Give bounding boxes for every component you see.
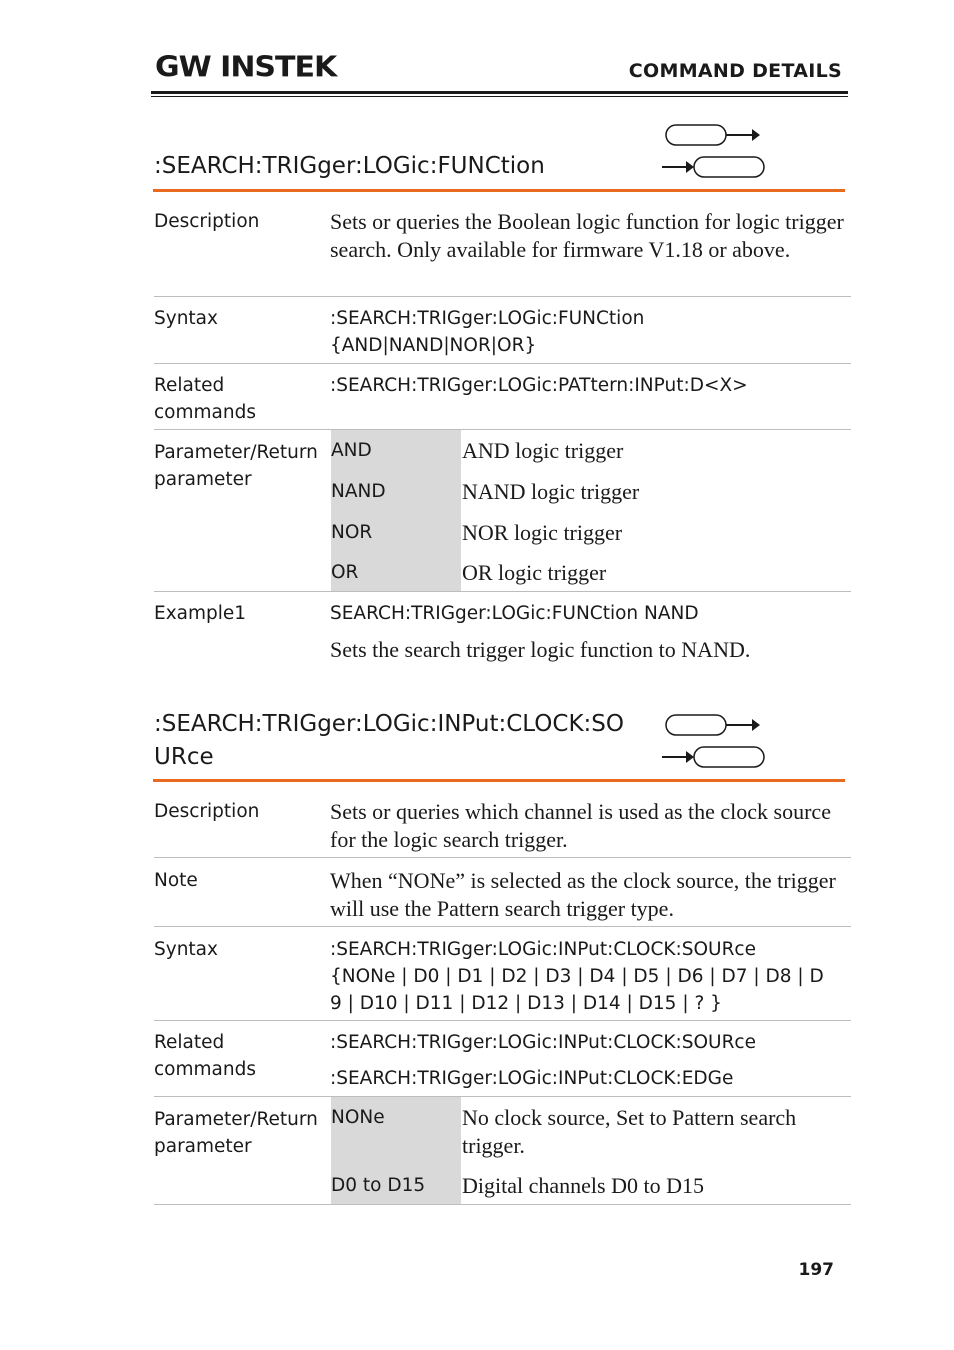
label-line: Related	[154, 375, 225, 396]
title-line: URce	[154, 744, 214, 770]
row-label: Syntax	[154, 308, 218, 329]
command-title	[154, 708, 624, 774]
row-label	[154, 372, 256, 426]
parameter-key: NAND	[331, 471, 461, 512]
parameter-key: NONe	[331, 1097, 461, 1165]
parameter-value: OR logic trigger	[462, 560, 607, 585]
label-line: parameter	[154, 1136, 252, 1157]
row-label	[154, 1106, 318, 1160]
example-description: Sets the search trigger logic function to NAND.	[330, 637, 751, 662]
label-line: commands	[154, 1059, 256, 1080]
parameter-value: NOR logic trigger	[462, 520, 623, 545]
parameter-entry	[331, 471, 851, 512]
parameter-key: OR	[331, 552, 461, 591]
set-query-icon	[660, 712, 770, 772]
parameter-entry	[331, 1165, 851, 1204]
row-label: Description	[154, 801, 260, 822]
row-label: Syntax	[154, 939, 218, 960]
header-rule	[151, 91, 848, 94]
syntax-text	[330, 936, 850, 1017]
parameter-value: Digital channels D0 to D15	[462, 1173, 704, 1198]
note-row	[154, 867, 851, 927]
parameter-row	[154, 1097, 851, 1205]
row-label	[154, 1029, 256, 1083]
syntax-line: 9 | D10 | D11 | D12 | D13 | D14 | D15 | ? }	[330, 993, 722, 1014]
syntax-row	[154, 305, 851, 364]
parameter-entry	[331, 1097, 851, 1165]
section-rule	[153, 779, 845, 782]
set-query-icon	[660, 122, 770, 182]
description-row	[154, 208, 851, 297]
label-line: commands	[154, 402, 256, 423]
parameter-entry	[331, 512, 851, 552]
example-command: SEARCH:TRIGger:LOGic:FUNCtion NAND	[330, 603, 699, 624]
label-line: Related	[154, 1032, 225, 1053]
title-line: :SEARCH:TRIGger:LOGic:INPut:CLOCK:SO	[154, 711, 624, 737]
parameter-value: No clock source, Set to Pattern search trigger.	[462, 1105, 797, 1158]
parameter-entry	[331, 552, 851, 591]
description-text: Sets or queries the Boolean logic function for logic trigger search. Only available for firmware V1.18 or above.	[330, 209, 844, 262]
row-label	[154, 439, 318, 493]
parameter-table	[331, 1097, 851, 1204]
description-text: Sets or queries which channel is used as the clock source for the logic search trigger.	[330, 799, 831, 852]
parameter-key: D0 to D15	[331, 1165, 461, 1204]
parameter-value: AND logic trigger	[462, 438, 624, 463]
label-line: Parameter/Return	[154, 442, 318, 463]
label-line: Parameter/Return	[154, 1109, 318, 1130]
parameter-key: NOR	[331, 512, 461, 552]
syntax-row	[154, 936, 851, 1021]
section-rule	[153, 189, 845, 192]
example-row	[154, 600, 851, 670]
row-label: Example1	[154, 603, 247, 624]
syntax-line: {AND|NAND|NOR|OR}	[330, 335, 537, 356]
parameter-value: NAND logic trigger	[462, 479, 640, 504]
description-row	[154, 798, 851, 858]
parameter-key: AND	[331, 430, 461, 471]
section-header: COMMAND DETAILS	[628, 60, 842, 82]
parameter-entry	[331, 430, 851, 471]
parameter-row	[154, 430, 851, 592]
related-command: :SEARCH:TRIGger:LOGic:PATtern:INPut:D<X>	[330, 375, 748, 396]
row-label: Note	[154, 870, 198, 891]
related-command: :SEARCH:TRIGger:LOGic:INPut:CLOCK:SOURce	[330, 1032, 756, 1053]
related-command: :SEARCH:TRIGger:LOGic:INPut:CLOCK:EDGe	[330, 1068, 734, 1089]
syntax-line: {NONe | D0 | D1 | D2 | D3 | D4 | D5 | D6 | D7 | D8 | D	[330, 966, 824, 987]
row-label: Description	[154, 211, 260, 232]
related-row	[154, 1029, 851, 1097]
brand-logo: GW INSTEK	[155, 50, 337, 85]
page-number: 197	[798, 1260, 834, 1280]
note-text: When “NONe” is selected as the clock source, the trigger will use the Pattern search trigger type.	[330, 868, 836, 921]
header-rule-thin	[151, 96, 848, 97]
label-line: parameter	[154, 469, 252, 490]
syntax-line: :SEARCH:TRIGger:LOGic:FUNCtion	[330, 308, 645, 329]
command-title: :SEARCH:TRIGger:LOGic:FUNCtion	[154, 153, 545, 179]
syntax-text	[330, 305, 850, 359]
related-row	[154, 372, 851, 430]
syntax-line: :SEARCH:TRIGger:LOGic:INPut:CLOCK:SOURce	[330, 939, 756, 960]
parameter-table	[331, 430, 851, 591]
